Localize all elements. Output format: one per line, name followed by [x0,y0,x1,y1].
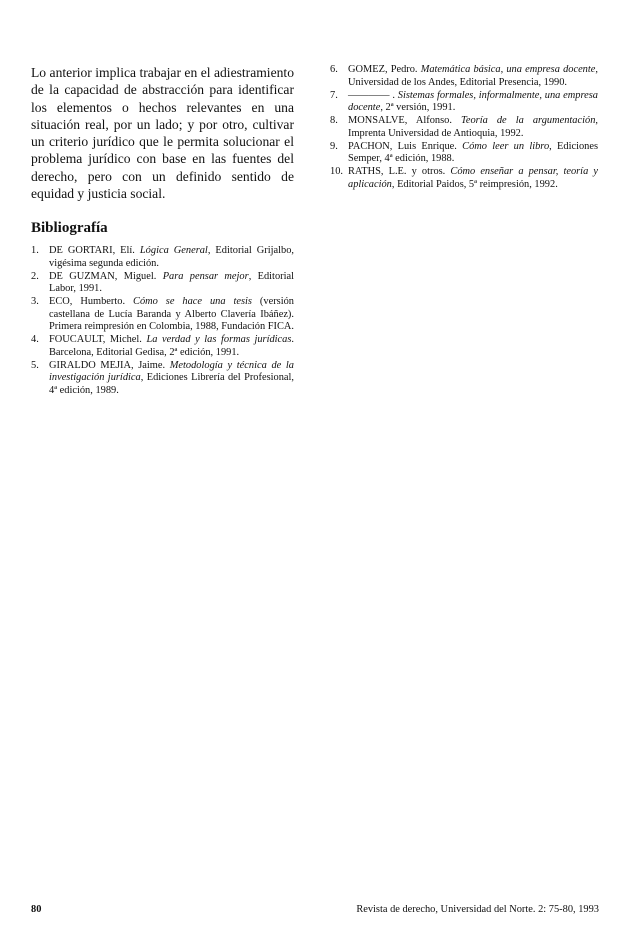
reference-details: , Universidad de los Andes, Editorial Presencia, 1990. [348,64,598,88]
reference-number: 6. [330,64,338,75]
reference-number: 10. [330,166,343,177]
reference-details: , Ediciones Semper, 4ª edición, 1988. [348,140,598,164]
reference-author: RATHS, L.E. y otros. [348,166,451,177]
reference-author: PACHON, Luis Enrique. [348,140,463,152]
reference-item [31,271,294,296]
reference-number: 4. [31,334,39,346]
page-number: 80 [31,904,42,915]
reference-number: 7. [330,89,338,101]
reference-text [49,271,294,296]
reference-author: MONSALVE, Alfonso. [348,115,462,126]
reference-details: , Editorial Paidos, 5ª reimpresión, 1992. [391,178,558,190]
bibliography-heading: Bibliografía [31,220,108,237]
bibliography-list-left [31,245,294,397]
reference-author: ———— . [348,89,398,101]
reference-number: 9. [330,140,338,152]
reference-author: ECO, Humberto. [49,296,134,308]
reference-text [49,296,294,334]
reference-details: (versión castellana de Lucía Baranda y Alberto Clavería Ibáñez). Primera reimpresión en Colombia, 1988, Fundación FICA. [49,296,295,333]
reference-text [348,166,598,191]
reference-text [49,245,294,270]
reference-text [348,115,598,140]
reference-title: Para pensar mejor [162,270,249,282]
reference-title: La verdad y las formas jurídicas [146,334,292,346]
reference-item [330,166,598,191]
reference-author: FOUCAULT, Michel. [49,334,147,346]
reference-item [31,296,294,334]
reference-author: DE GUZMAN, Miguel. [49,270,163,282]
reference-item [31,245,294,270]
reference-item [330,64,598,89]
reference-title: Sistemas formales, informalmente, una empresa docente [348,89,598,113]
reference-title: Matemática básica, una empresa docente [420,64,596,75]
reference-details: . Barcelona, Editorial Gedisa, 2ª edición, 1991. [49,334,294,358]
page-footer [31,903,599,917]
reference-title: Cómo leer un libro [462,140,550,152]
reference-title: Lógica General [139,245,208,257]
reference-text [348,141,598,166]
reference-title: Cómo se hace una tesis [133,296,252,308]
reference-item [330,141,598,166]
reference-author: DE GORTARI, Elí. [49,245,140,257]
reference-number: 1. [31,245,39,257]
reference-item [330,115,598,140]
reference-title: Teoría de la argumentación [461,115,596,126]
reference-details: , Editorial Grijalbo, vigésima segunda edición. [49,245,295,269]
journal-citation: Revista de derecho, Universidad del Norte. 2: 75-80, 1993 [356,904,599,915]
reference-number: 5. [31,359,39,371]
reference-text [49,334,294,359]
intro-paragraph: Lo anterior implica trabajar en el adiestramiento de la capacidad de abstracción para identificar los elementos o hechos relevantes en una situación real, por un lado; y por otro, cultivar un criterio jurídico que le permita solucionar el problema jurídico con base en las fuentes del derecho, pero con un definido sentido de equidad y justicia social. [31,65,294,202]
reference-title: Cómo enseñar a pensar, teoría y aplicación [348,166,598,190]
reference-details: , Editorial Labor, 1991. [49,270,294,295]
reference-text [348,90,598,115]
reference-item [31,360,294,398]
reference-number: 2. [31,270,39,282]
bibliography-list-right [330,64,598,191]
reference-author: GOMEZ, Pedro. [348,64,421,75]
reference-number: 3. [31,296,39,308]
reference-details: , Imprenta Universidad de Antioquia, 1992. [348,115,598,139]
reference-details: , 2ª versión, 1991. [380,102,456,113]
right-column [330,64,598,192]
reference-details: , Ediciones Librería del Profesional, 4ª edición, 1989. [49,372,294,396]
left-column [31,64,294,398]
reference-title: Metodología y técnica de la investigación jurídica [49,359,294,384]
reference-text [348,64,598,89]
reference-item [31,334,294,359]
reference-number: 8. [330,115,338,126]
reference-item [330,90,598,115]
reference-text [49,360,294,398]
reference-author: GIRALDO MEJIA, Jaime. [49,359,170,371]
